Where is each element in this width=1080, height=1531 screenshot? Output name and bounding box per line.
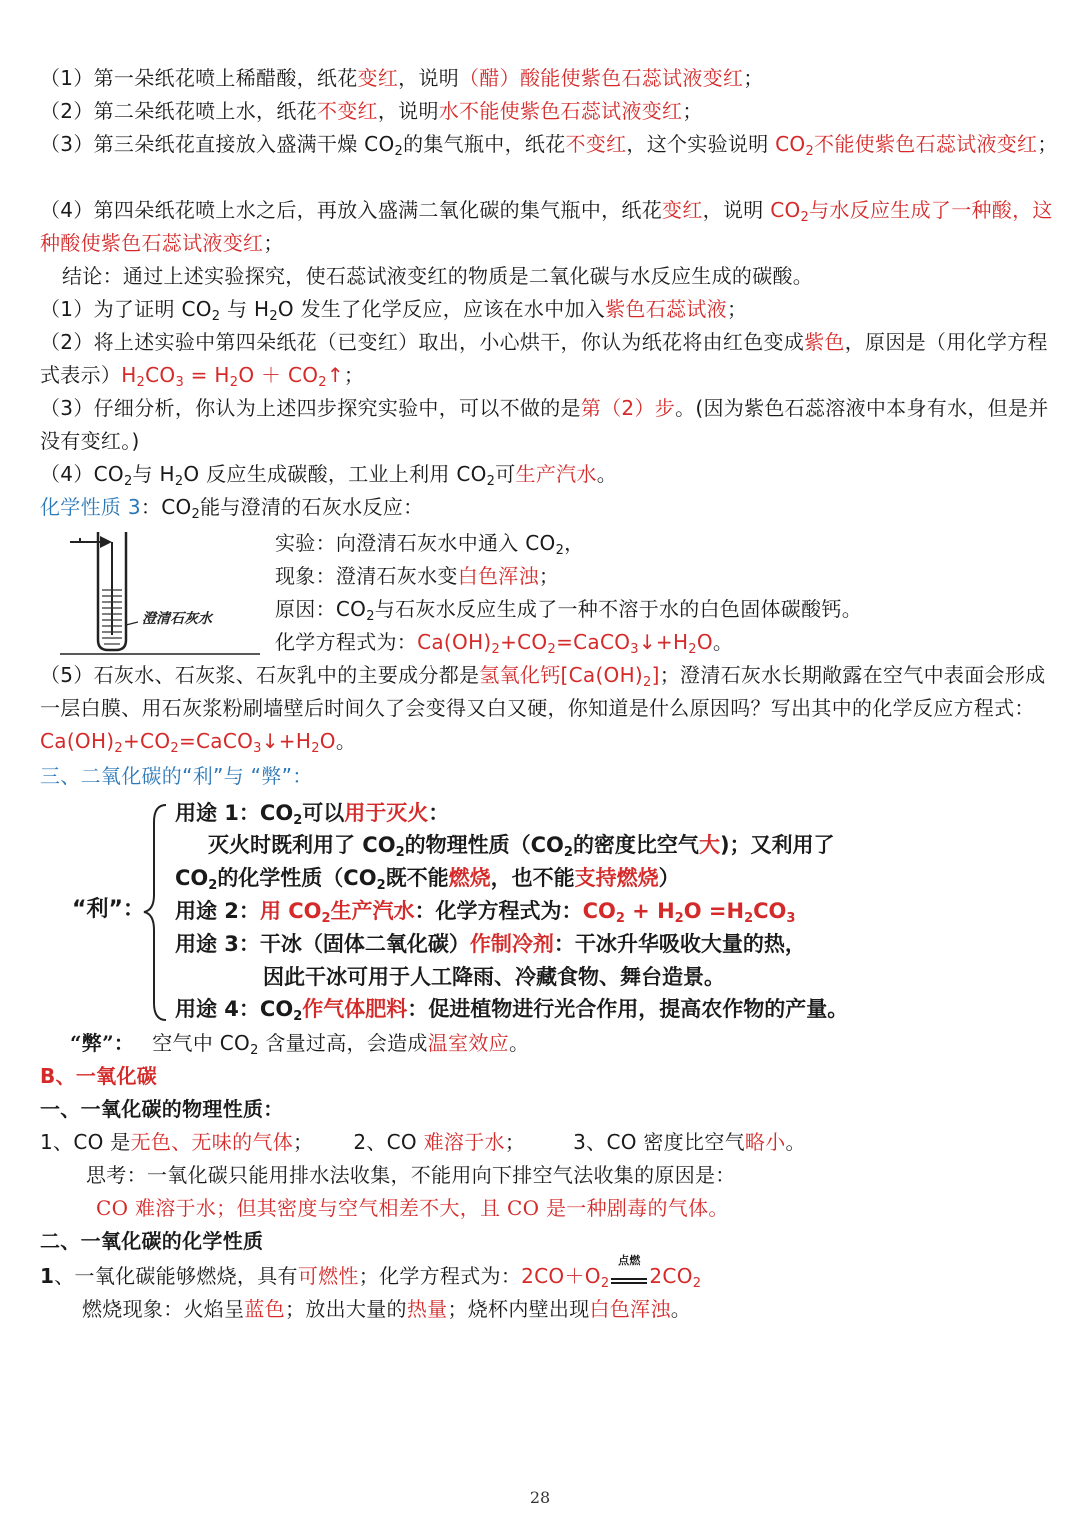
- text: 实验：向澄清石灰水中通入 CO: [275, 531, 556, 555]
- experiment: [275, 527, 1055, 560]
- co-physical-heading: 一、一氧化碳的物理性质：: [40, 1097, 284, 1121]
- answer: 不能使紫色石蕊试液变红: [814, 132, 1038, 156]
- text: 与 H: [132, 462, 175, 486]
- heading-label: 化学性质 3: [40, 495, 141, 519]
- subscript: 2: [366, 609, 375, 624]
- test-tube-diagram: [60, 530, 260, 655]
- text: ，说明: [398, 66, 460, 90]
- equation-carbonic-decomp: $H_2CO_3 = H_2O$ ＋ $CO_2↑$: [121, 363, 344, 390]
- text: 能与澄清的石灰水反应：: [200, 495, 424, 519]
- subscript: 2: [250, 1043, 259, 1058]
- combustion-phenomenon: 燃烧现象：火焰呈蓝色；放出大量的热量；烧杯内壁出现白色浑浊。: [82, 1297, 692, 1321]
- subscript: 2: [555, 543, 565, 558]
- use-1-chem: $CO_2$的化学性质（$CO_2$既不能燃烧，也不能支持燃烧）: [175, 866, 680, 893]
- text: （2）将上述实验中第四朵纸花（已变红）取出，小心烘干，你认为纸花将由红色变成: [40, 330, 805, 354]
- text: 与石灰水反应生成了一种不溶于水的白色固体碳酸钙。: [374, 597, 862, 621]
- text: 。(因为紫色石蕊溶液中本身有水，但是并没有变红。): [40, 396, 1049, 453]
- text: 。: [596, 462, 618, 486]
- text: （3）仔细分析，你认为上述四步探究实验中，可以不做的是: [40, 396, 581, 420]
- chem-property-3-heading: [40, 491, 1065, 524]
- use-1-detail: 灭火时既利用了 $CO_2$的物理性质（$CO_2$的密度比空气大)；又利用了: [208, 833, 835, 860]
- think-question: 思考：一氧化碳只能用排水法收集，不能用向下排空气法收集的原因是：: [86, 1163, 736, 1187]
- reason: [275, 593, 1055, 626]
- text: ；: [743, 66, 764, 90]
- subscript: 2: [123, 474, 133, 489]
- text: 。: [508, 1031, 530, 1055]
- answer: 氢氧化钙[Ca(OH): [479, 663, 644, 687]
- text: ，原因是（用化学方程式表示）: [40, 330, 1048, 387]
- text: （1）第一朵纸花喷上稀醋酸，纸花: [40, 66, 358, 90]
- subscript: 2: [211, 309, 221, 324]
- answer: 不变红: [565, 132, 627, 156]
- left-brace-icon: [140, 800, 170, 1025]
- answer: ]: [651, 663, 660, 687]
- right-arrow-icon: [70, 536, 112, 548]
- equation-line: [275, 626, 1055, 659]
- question-2: [40, 326, 1065, 392]
- text: 可: [495, 462, 516, 486]
- question-3: [40, 392, 1065, 458]
- section-3-heading: 三、二氧化碳的“利”与 “弊”：: [40, 764, 313, 788]
- answer: 温室效应: [427, 1031, 509, 1055]
- text: ：CO: [140, 495, 192, 519]
- text: （3）第三朵纸花直接放入盛满干燥 CO: [40, 132, 395, 156]
- use-2: 用途 2：用 $CO_2$生产汽水：化学方程式为：$CO_2 + H_2O =H_2CO_3$: [175, 899, 796, 926]
- bi-label: “弊”：: [70, 1031, 135, 1055]
- co-physical-props: 1、CO 是无色、无味的气体； 2、CO 难溶于水； 3、CO 密度比空气略小。: [40, 1130, 806, 1154]
- reaction-condition-arrow: 点燃: [609, 1260, 649, 1293]
- use-3: 用途 3：干冰（固体二氧化碳）作制冷剂：干冰升华吸收大量的热，: [175, 932, 806, 956]
- text: O 反应生成碳酸，工业上利用 CO: [183, 462, 487, 486]
- text: （4）第四朵纸花喷上水之后，再放入盛满二氧化碳的集气瓶中，纸花: [40, 198, 663, 222]
- subscript: 2: [191, 507, 201, 522]
- text: 化学方程式为：: [275, 630, 418, 654]
- text: ；: [343, 363, 365, 387]
- test-tube-svg: [60, 530, 260, 655]
- text: ；: [1037, 132, 1058, 156]
- answer: （醋）酸能使紫色石蕊试液变红: [459, 66, 744, 90]
- equation-limewater-2: $Ca(OH)_2+CO_2=CaCO_3↓+H_2O$: [40, 729, 336, 756]
- co-combustion: 1、一氧化碳能够燃烧，具有可燃性；化学方程式为：$2CO+O_2$ 点燃 $2CO_2$: [40, 1254, 702, 1291]
- text: ；: [682, 99, 703, 123]
- answer: 与水反应生成了一种酸，这种酸使紫色石蕊试液变红: [40, 198, 1053, 255]
- text: 含量过高，会造成: [258, 1031, 428, 1055]
- text: 原因：CO: [275, 597, 367, 621]
- text: 与 H: [220, 297, 270, 321]
- answer: 变红: [662, 198, 703, 222]
- use-3-detail: 因此干冰可用于人工降雨、冷藏食物、舞台造景。: [263, 965, 725, 989]
- line-litmus-4: [40, 194, 1065, 260]
- text: ；: [263, 231, 284, 255]
- conclusion: 结论：通过上述实验探究，使石蕊试液变红的物质是二氧化碳与水反应生成的碳酸。: [62, 264, 814, 288]
- answer: 第（2）步: [580, 396, 676, 420]
- text: （1）为了证明 CO: [40, 297, 212, 321]
- text: （2）第二朵纸花喷上水，纸花: [40, 99, 317, 123]
- question-4: [40, 458, 1065, 491]
- subscript: 2: [643, 675, 652, 690]
- equation-limewater: $Ca(OH)_2+CO_2=CaCO_3↓+H_2O$: [417, 630, 713, 657]
- answer: 紫色: [804, 330, 845, 354]
- text: 。: [335, 729, 357, 753]
- text: ，: [564, 531, 585, 555]
- answer: 白色浑浊: [457, 564, 539, 588]
- subscript: 2: [800, 210, 810, 225]
- question-1: [40, 293, 1065, 326]
- tube-label: 澄清石灰水: [142, 611, 212, 627]
- text: ；澄清石灰水长期敞露在空气中表面会形成一层白膜、用石灰浆粉刷墙壁后时间久了会变得又白又硬，你知道是什么原因吗？写出其中的化学反应方程式：: [40, 663, 1046, 720]
- phenomenon: [275, 560, 1055, 593]
- text: （5）石灰水、石灰浆、石灰乳中的主要成分都是: [40, 663, 480, 687]
- bi-line: [70, 1027, 1060, 1060]
- subscript: 2: [269, 309, 278, 324]
- answer: 变红: [357, 66, 399, 90]
- use-1: 用途 1：$CO_2$可以用于灭火：: [175, 801, 450, 828]
- answer: CO: [770, 198, 801, 222]
- co-chemical-heading: 二、一氧化碳的化学性质: [40, 1229, 264, 1253]
- answer: 不变红: [316, 99, 378, 123]
- line-litmus-1: [40, 62, 1065, 95]
- page-number: 28: [529, 1488, 551, 1507]
- use-4: 用途 4：$CO_2$作气体肥料：促进植物进行光合作用，提高农作物的产量。: [175, 997, 849, 1024]
- line-litmus-2: [40, 95, 1065, 128]
- text: ，说明: [702, 198, 771, 222]
- subscript: 2: [805, 144, 815, 159]
- text: ，说明: [377, 99, 439, 123]
- answer: 水不能使紫色石蕊试液变红: [438, 99, 683, 123]
- subscript: 2: [174, 474, 184, 489]
- text: 现象：澄清石灰水变: [275, 564, 458, 588]
- text: ；: [538, 564, 560, 588]
- subscript: 2: [394, 144, 404, 159]
- answer: 紫色石蕊试液: [605, 297, 727, 321]
- text: ；: [726, 297, 748, 321]
- answer: 生产汽水: [515, 462, 597, 486]
- think-answer: CO 难溶于水；但其密度与空气相差不大，且 CO 是一种剧毒的气体。: [96, 1196, 729, 1220]
- answer: CO: [775, 132, 806, 156]
- text: 的集气瓶中，纸花: [403, 132, 566, 156]
- li-label: “利”：: [72, 897, 145, 922]
- text: 空气中 CO: [152, 1031, 251, 1055]
- line-litmus-3: [40, 128, 1065, 161]
- text: 。: [712, 630, 734, 654]
- text: （4）CO: [40, 462, 124, 486]
- subscript: 2: [486, 474, 496, 489]
- text: O 发生了化学反应，应该在水中加入: [277, 297, 606, 321]
- section-b-title: B、一氧化碳: [40, 1064, 158, 1088]
- question-5: [40, 659, 1065, 758]
- text: ，这个实验说明: [626, 132, 776, 156]
